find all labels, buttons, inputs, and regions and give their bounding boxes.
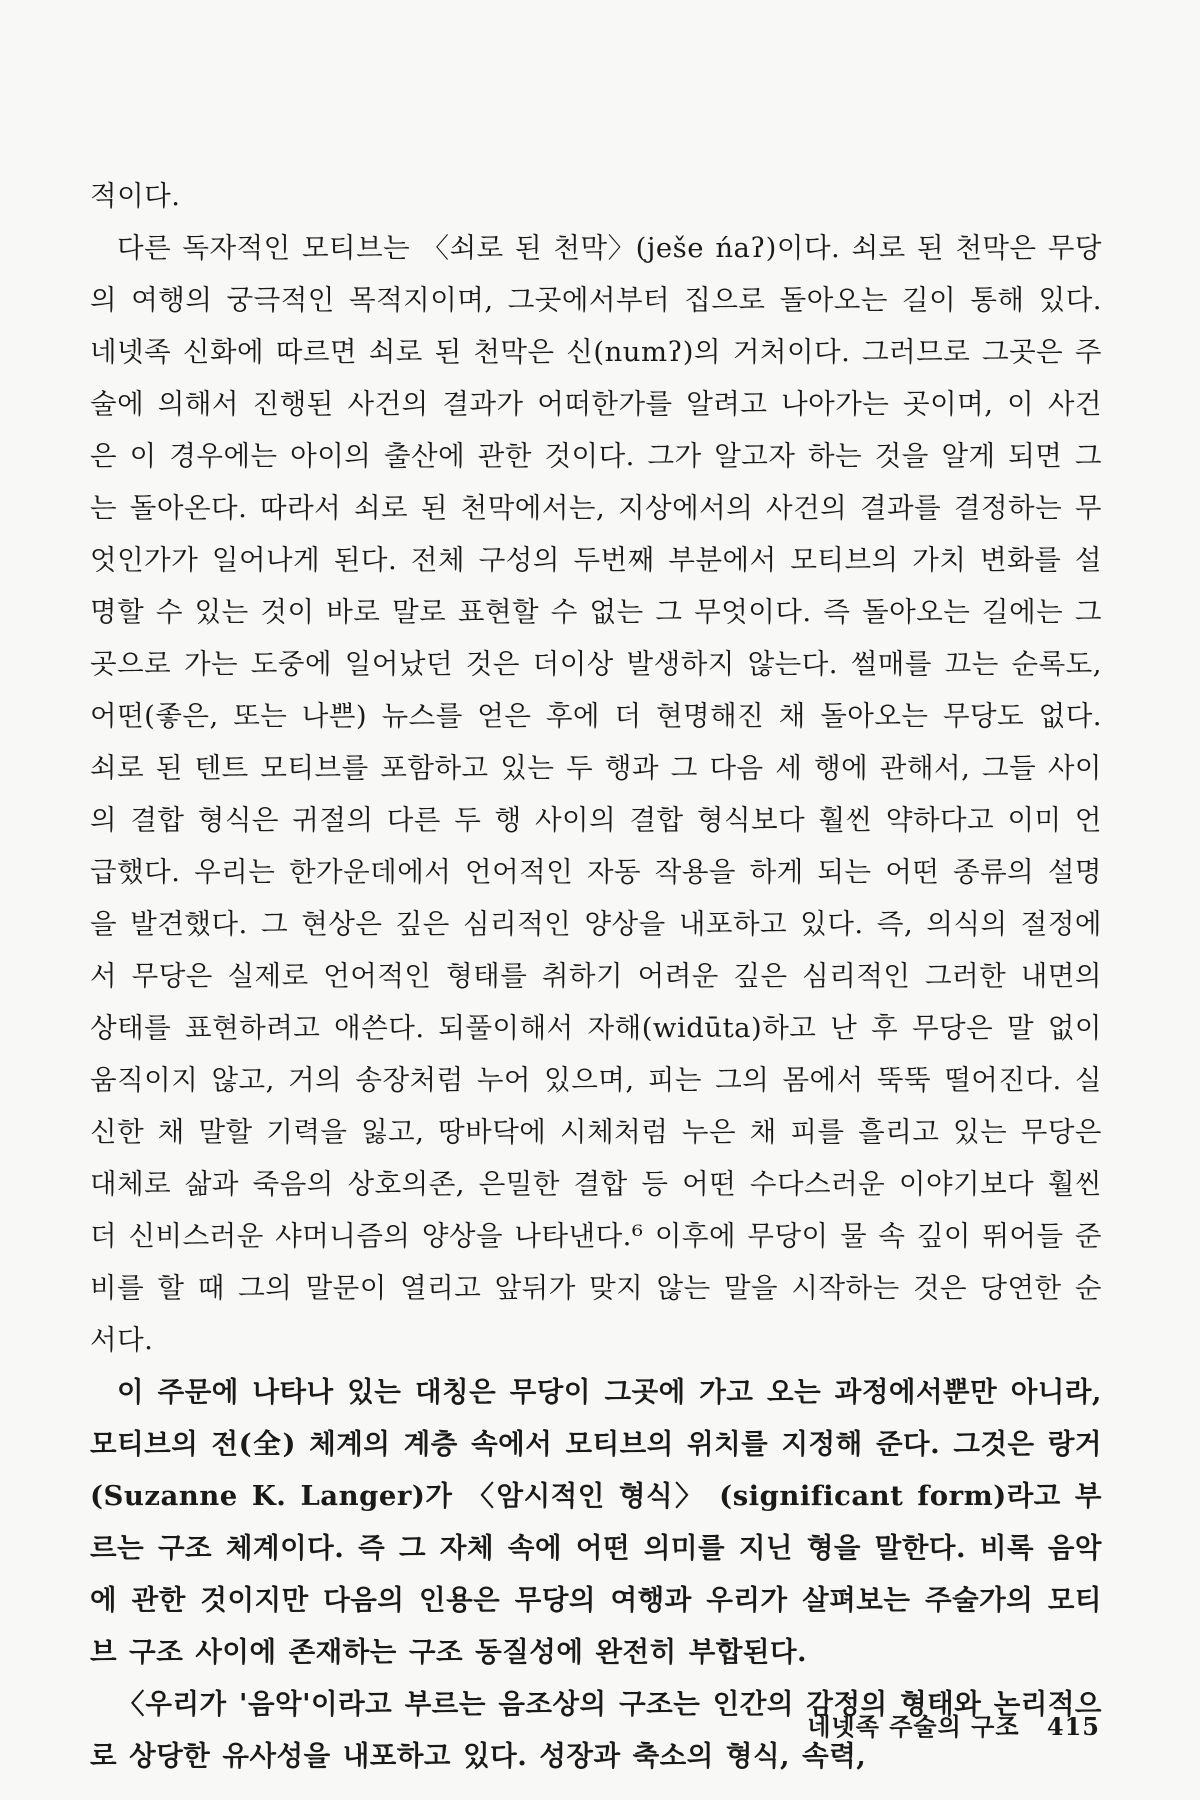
body-text bbox=[90, 170, 1102, 1782]
running-title: 네넷족 주술의 구조 bbox=[807, 1712, 1020, 1741]
paragraph: 〈우리가 '음악'이라고 부르는 음조상의 구조는 인간의 감정의 형태와 논리적으로 상당한 유사성을 내포하고 있다. 성장과 축소의 형식, 속력, bbox=[90, 1688, 1102, 1772]
page-number: 415 bbox=[1046, 1712, 1100, 1741]
running-footer bbox=[807, 1707, 1100, 1742]
paragraph: 이 주문에 나타나 있는 대칭은 무당이 그곳에 가고 오는 과정에서뿐만 아니라, 모티브의 전(全) 체계의 계층 속에서 모티브의 위치를 지정해 준다. 그것은 랑거(Suzanne K. Langer)가 〈암시적인 형식〉 (significant form)라고 부르는 구조 체계이다. 즉 그 자체 속에 어떤 의미를 지닌 형을 말한다. 비록 음악에 관한 것이지만 다음의 인용은 무당의 여행과 우리가 살펴보는 주술가의 모티브 구조 사이에 존재하는 구조 동질성에 완전히 부합된다. bbox=[90, 1376, 1102, 1668]
paragraph: 적이다. bbox=[90, 180, 181, 212]
paragraph: 다른 독자적인 모티브는 〈쇠로 된 천막〉(ješe ńaʔ)이다. 쇠로 된 천막은 무당의 여행의 궁극적인 목적지이며, 그곳에서부터 집으로 돌아오는 길이 통해 있다. 네넷족 신화에 따르면 쇠로 된 천막은 신(numʔ)의 거처이다. 그러므로 그곳은 주술에 의해서 진행된 사건의 결과가 어떠한가를 알려고 나아가는 곳이며, 이 사건은 이 경우에는 아이의 출산에 관한 것이다. 그가 알고자 하는 것을 알게 되면 그는 돌아온다. 따라서 쇠로 된 천막에서는, 지상에서의 사건의 결과를 결정하는 무엇인가가 일어나게 된다. 전체 구성의 두번째 부분에서 모티브의 가치 변화를 설명할 수 있는 것이 바로 말로 표현할 수 없는 그 무엇이다. 즉 돌아오는 길에는 그곳으로 가는 도중에 일어났던 것은 더이상 발생하지 않는다. 썰매를 끄는 순록도, 어떤(좋은, 또는 나쁜) 뉴스를 얻은 후에 더 현명해진 채 돌아오는 무당도 없다. 쇠로 된 텐트 모티브를 포함하고 있는 두 행과 그 다음 세 행에 관해서, 그들 사이의 결합 형식은 귀절의 다른 두 행 사이의 결합 형식보다 훨씬 약하다고 이미 언급했다. 우리는 한가운데에서 언어적인 자동 작용을 하게 되는 어떤 종류의 설명을 발견했다. 그 현상은 깊은 심리적인 양상을 내포하고 있다. 즉, 의식의 절정에서 무당은 실제로 언어적인 형태를 취하기 어려운 깊은 심리적인 그러한 내면의 상태를 표현하려고 애쓴다. 되풀이해서 자해(widūta)하고 난 후 무당은 말 없이 움직이지 않고, 거의 송장처럼 누어 있으며, 피는 그의 몸에서 뚝뚝 떨어진다. 실신한 채 말할 기력을 잃고, 땅바닥에 시체처럼 누은 채 피를 흘리고 있는 무당은 대체로 삶과 죽음의 상호의존, 은밀한 결합 등 어떤 수다스러운 이야기보다 훨씬 더 신비스러운 샤머니즘의 양상을 나타낸다.⁶ 이후에 무당이 물 속 깊이 뛰어들 준비를 할 때 그의 말문이 열리고 앞뒤가 맞지 않는 말을 시작하는 것은 당연한 순서다. bbox=[90, 232, 1102, 1356]
